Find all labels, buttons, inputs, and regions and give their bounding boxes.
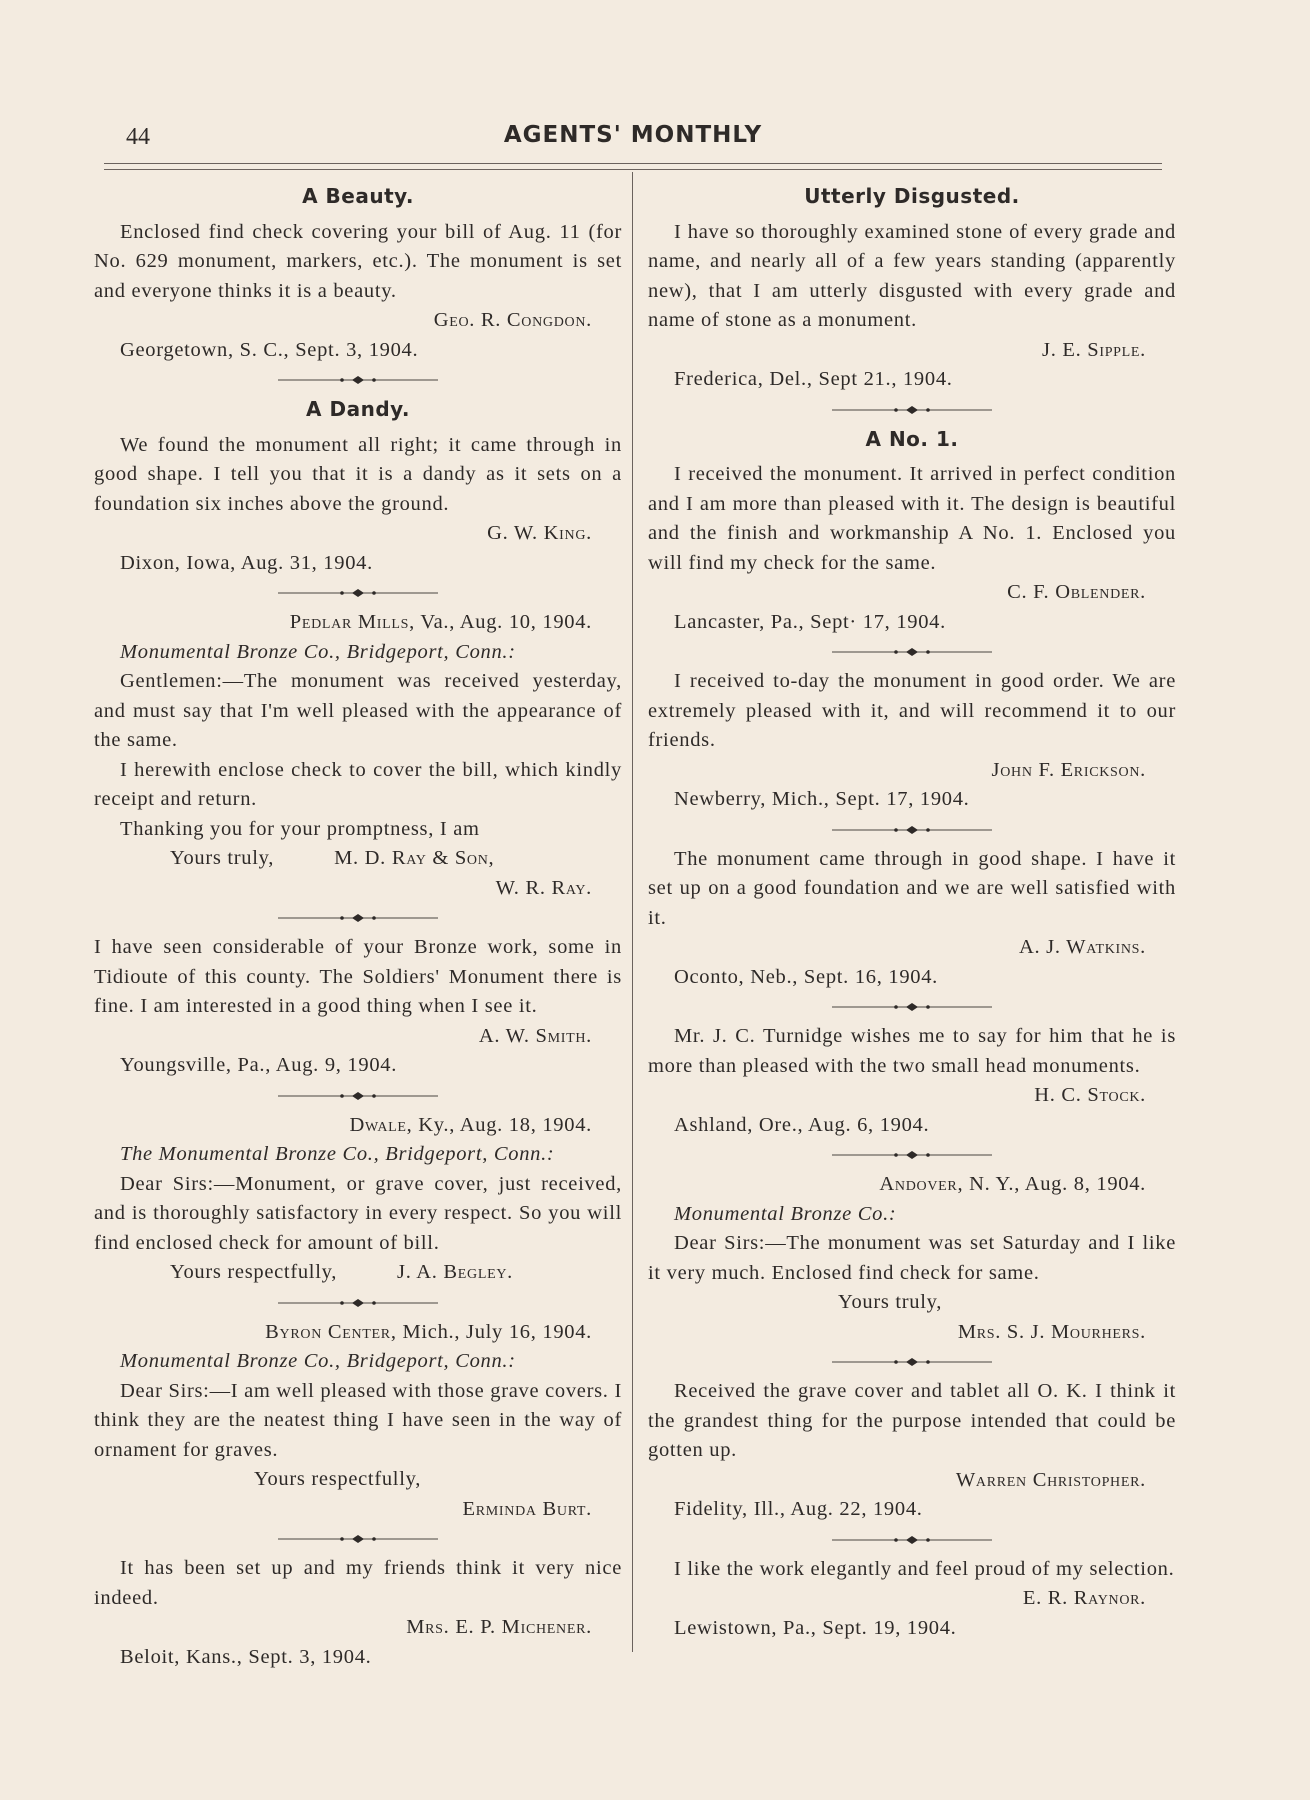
letter-body: I have so thoroughly examined stone of every grade and name, and nearly all of a few years standing (apparently new), that I am utterly disgusted with every grade and name of stone as a monument.	[648, 220, 1176, 331]
ornamental-separator	[648, 994, 1176, 1020]
ornamental-separator	[648, 1527, 1176, 1553]
letter-signature: Erminda Burt.	[462, 1497, 592, 1520]
ornamental-separator	[94, 1526, 622, 1552]
closing-phrase: Yours truly,	[838, 1291, 943, 1313]
right-column	[648, 180, 1176, 1643]
letter-christopher	[648, 1377, 1176, 1525]
letter-signature: A. J. Watkins.	[1019, 936, 1146, 958]
letter-place-date: Newberry, Mich., Sept. 17, 1904.	[674, 788, 970, 810]
letter-signature: Mrs. S. J. Mourhers.	[957, 1320, 1146, 1343]
letter-dateline	[648, 1170, 1176, 1200]
letter-oblender	[648, 425, 1176, 638]
letter-closing	[648, 1288, 1176, 1318]
letter-signature: H. C. Stock.	[1034, 1084, 1146, 1106]
letter-sipple	[648, 182, 1176, 395]
letter-closing	[94, 1465, 622, 1495]
letter-body: I received to-day the monument in good order. We are extremely pleased with it, and will recommend it to our friends.	[648, 670, 1176, 751]
letter-heading: A Beauty.	[302, 184, 414, 208]
running-title: AGENTS' MONTHLY	[503, 122, 763, 148]
letter-watkins	[648, 845, 1176, 993]
dateline-town: Dwale	[349, 1113, 407, 1136]
ornamental-separator	[648, 1142, 1176, 1168]
letter-heading: A No. 1.	[865, 426, 959, 451]
letter-raynor	[648, 1555, 1176, 1644]
letter-place-date: Beloit, Kans., Sept. 3, 1904.	[120, 1645, 372, 1668]
letter-place-date: Lancaster, Pa., Sept· 17, 1904.	[674, 610, 946, 633]
letter-begley	[94, 1111, 622, 1288]
letter-mourhers	[648, 1170, 1176, 1347]
letter-salutation: The Monumental Bronze Co., Bridgeport, Conn.:	[120, 1143, 555, 1165]
letter-body: Dear Sirs:—The monument was set Saturday and I like it very much. Enclosed find check for same.	[648, 1232, 1176, 1284]
letter-signature: J. A. Begley.	[397, 1261, 513, 1283]
letter-place-date: Youngsville, Pa., Aug. 9, 1904.	[120, 1054, 398, 1076]
ornamental-separator	[648, 639, 1176, 665]
letter-erickson	[648, 667, 1176, 815]
column-divider	[632, 172, 633, 1652]
page-number: 44	[126, 124, 150, 150]
header-rule-top	[104, 163, 1162, 164]
letter-signature: G. W. King.	[487, 522, 592, 544]
letter-michener	[94, 1554, 622, 1672]
letter-body: We found the monument all right; it came through in good shape. I tell you that it is a dandy as it sets on a foundation six inches above the ground.	[94, 433, 622, 515]
letter-body: Thanking you for your promptness, I am	[120, 817, 480, 840]
letter-signature: M. D. Ray & Son,	[334, 847, 495, 869]
letter-place-date: Dixon, Iowa, Aug. 31, 1904.	[120, 551, 373, 574]
letter-salutation: Monumental Bronze Co., Bridgeport, Conn.:	[120, 1350, 516, 1372]
closing-phrase: Yours respectfully,	[170, 1261, 338, 1283]
letter-body: The monument came through in good shape. I have it set up on a good foundation and we are well satisfied with it.	[648, 847, 1176, 929]
ornamental-separator	[648, 397, 1176, 423]
letter-smith	[94, 933, 622, 1081]
ornamental-separator	[94, 1290, 622, 1316]
letter-body: I like the work elegantly and feel proud of my selection.	[674, 1557, 1175, 1580]
ornamental-separator	[94, 1083, 622, 1109]
ornamental-separator	[94, 367, 622, 393]
letter-body: I received the monument. It arrived in perfect condition and I am more than pleased with it. The design is beautiful and the finish and workmanship A No. 1. Enclosed you will find my check for the same.	[648, 463, 1176, 574]
letter-signature: J. E. Sipple.	[1042, 338, 1146, 361]
dateline-town: Pedlar Mills	[289, 611, 410, 633]
letter-king	[94, 395, 622, 578]
letter-signature: Geo. R. Congdon.	[433, 309, 592, 331]
letter-dateline	[94, 608, 622, 638]
ornamental-separator	[648, 817, 1176, 843]
letter-dateline	[94, 1111, 622, 1141]
letter-heading: Utterly Disgusted.	[804, 184, 1020, 208]
letter-burt	[94, 1318, 622, 1525]
letter-place-date: Lewistown, Pa., Sept. 19, 1904.	[674, 1616, 957, 1639]
letter-ray	[94, 608, 622, 903]
closing-phrase: Yours respectfully,	[254, 1468, 422, 1490]
letter-heading: A Dandy.	[306, 397, 410, 421]
letter-signature: A. W. Smith.	[478, 1024, 592, 1047]
letter-subsignature: W. R. Ray.	[495, 876, 592, 899]
letter-body: Mr. J. C. Turnidge wishes me to say for him that he is more than pleased with the two small head monuments.	[648, 1025, 1176, 1077]
letter-place-date: Frederica, Del., Sept 21., 1904.	[674, 368, 953, 390]
letter-body: I have seen considerable of your Bronze work, some in Tidioute of this county. The Soldiers' Monument there is fine. I am interested in a good thing when I see it.	[94, 936, 622, 1017]
dateline-town: Byron Center	[265, 1320, 391, 1343]
letter-body: Received the grave cover and tablet all O. K. I think it the grandest thing for the purpose intended that could be gotten up.	[648, 1380, 1176, 1461]
ornamental-separator	[648, 1349, 1176, 1375]
ornamental-separator	[94, 580, 622, 606]
letter-signature: Warren Christopher.	[955, 1468, 1146, 1491]
letter-place-date: Fidelity, Ill., Aug. 22, 1904.	[674, 1498, 923, 1520]
letter-closing	[94, 844, 622, 874]
letter-body: Dear Sirs:—Monument, or grave cover, just received, and is thoroughly satisfactory in every respect. So you will find enclosed check for amount of bill.	[94, 1172, 622, 1254]
letter-stock	[648, 1022, 1176, 1140]
dateline-date: , Mich., July 16, 1904.	[390, 1320, 592, 1343]
dateline-date: , Ky., Aug. 18, 1904.	[406, 1113, 592, 1136]
letter-body: Gentlemen:—The monument was received yesterday, and must say that I'm well pleased with the appearance of the same.	[94, 670, 622, 751]
letter-place-date: Oconto, Neb., Sept. 16, 1904.	[674, 965, 938, 988]
letter-signature: C. F. Oblender.	[1007, 581, 1146, 603]
closing-phrase: Yours truly,	[170, 847, 275, 869]
letter-place-date: Ashland, Ore., Aug. 6, 1904.	[674, 1113, 930, 1136]
letter-body: It has been set up and my friends think it very nice indeed.	[94, 1557, 622, 1609]
left-column	[94, 180, 622, 1672]
ornamental-separator	[94, 905, 622, 931]
dateline-date: , N. Y., Aug. 8, 1904.	[957, 1173, 1146, 1195]
dateline-date: , Va., Aug. 10, 1904.	[409, 611, 592, 633]
letter-salutation: Monumental Bronze Co.:	[674, 1202, 897, 1225]
letter-body: Enclosed find check covering your bill of Aug. 11 (for No. 629 monument, markers, etc.). The monument is set and everyone thinks it is a beauty.	[94, 220, 622, 302]
letter-body: Dear Sirs:—I am well pleased with those grave covers. I think they are the neatest thing I have seen in the way of ornament for graves.	[94, 1379, 622, 1461]
header-rule-bottom	[104, 169, 1162, 170]
letter-congdon	[94, 182, 622, 365]
dateline-town: Andover	[879, 1173, 958, 1195]
page-header	[104, 118, 1162, 158]
letter-signature: John F. Erickson.	[991, 758, 1146, 781]
letter-body: I herewith enclose check to cover the bill, which kindly receipt and return.	[94, 758, 622, 810]
letter-closing	[94, 1258, 622, 1288]
letter-dateline	[94, 1318, 622, 1348]
letter-place-date: Georgetown, S. C., Sept. 3, 1904.	[120, 338, 419, 361]
letter-signature: Mrs. E. P. Michener.	[406, 1616, 592, 1638]
letter-salutation: Monumental Bronze Co., Bridgeport, Conn.:	[120, 640, 516, 663]
letter-signature: E. R. Raynor.	[1022, 1587, 1146, 1609]
